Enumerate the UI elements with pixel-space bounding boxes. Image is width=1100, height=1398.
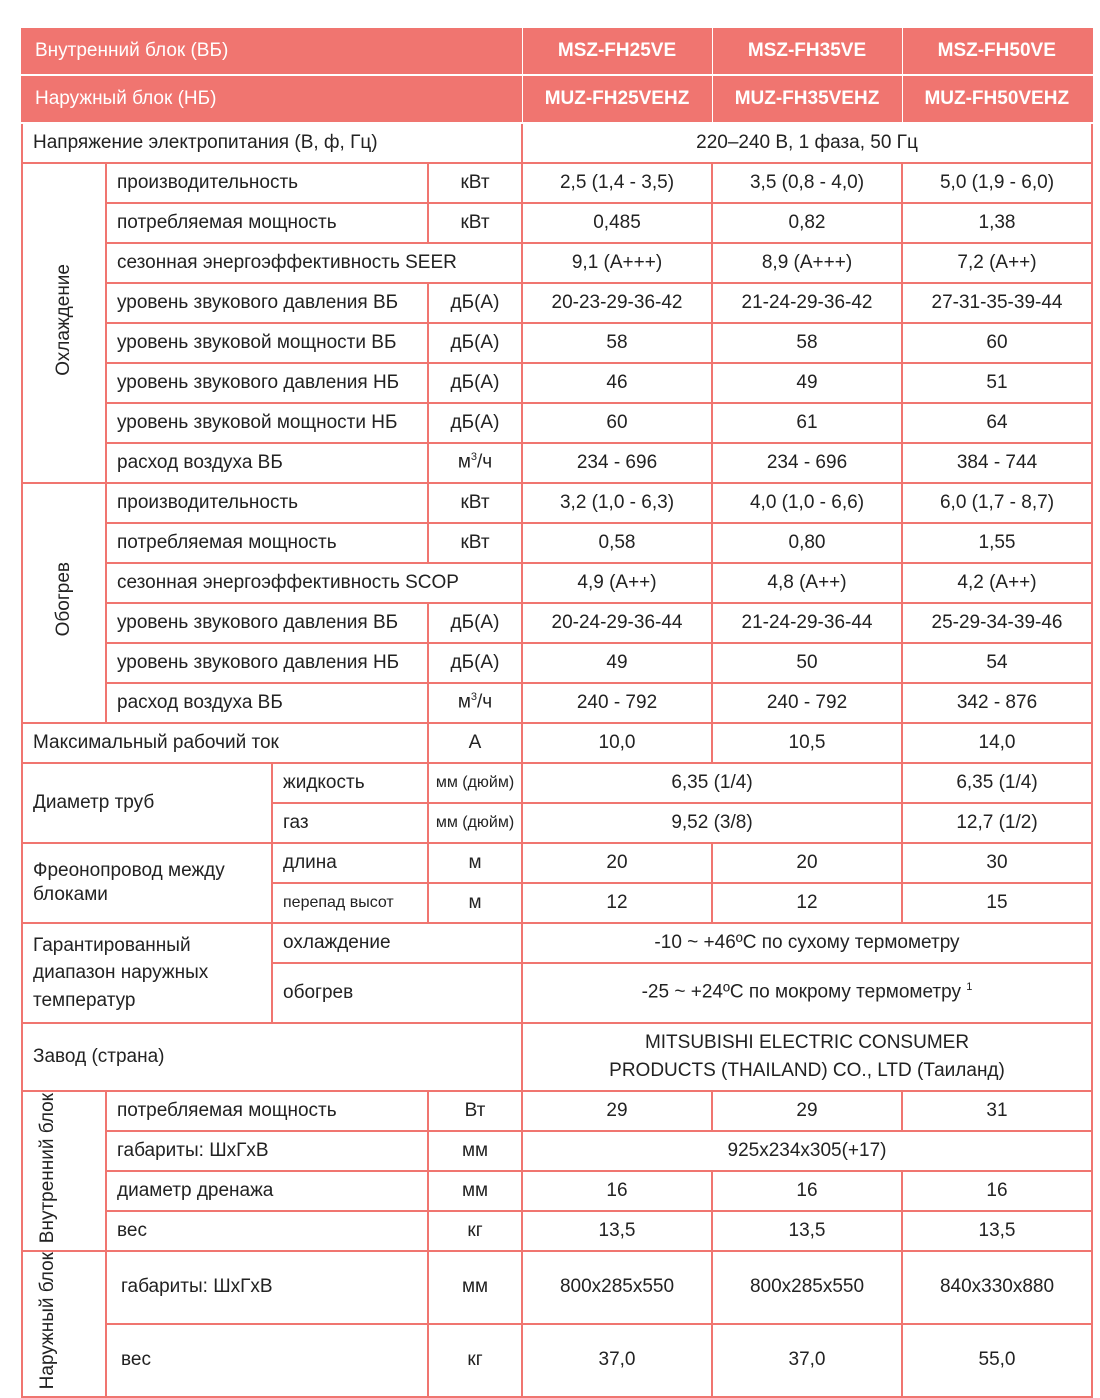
unit: мм (дюйм): [428, 763, 522, 803]
value-cell: 13,5: [712, 1211, 902, 1251]
indoor-model-3: MSZ-FH50VE: [902, 27, 1092, 75]
heating-group-cell: [22, 483, 106, 723]
unit: мм (дюйм): [428, 803, 522, 843]
unit: [428, 683, 522, 723]
value-cell: [522, 963, 1092, 1023]
row-label: жидкость: [272, 763, 428, 803]
factory-line-1: MITSUBISHI ELECTRIC CONSUMER: [644, 1032, 970, 1054]
value-cell: 64: [902, 403, 1092, 443]
value-cell: 58: [712, 323, 902, 363]
value-cell: 29: [712, 1091, 902, 1131]
value-cell: 800x285x550: [712, 1251, 902, 1324]
indoor-group-cell: [22, 1091, 106, 1251]
heating-row: [22, 643, 1092, 683]
value-cell: 6,35 (1/4): [522, 763, 902, 803]
value-cell: 234 - 696: [712, 443, 902, 483]
value-cell: 37,0: [522, 1324, 712, 1397]
value-cell: 58: [522, 323, 712, 363]
row-label: перепад высот: [272, 883, 428, 923]
row-label: уровень звукового давления НБ: [106, 363, 428, 403]
value-cell: 37,0: [712, 1324, 902, 1397]
freon-length-row: [22, 843, 1092, 883]
unit-tail: /ч: [477, 451, 493, 473]
value-cell: 13,5: [902, 1211, 1092, 1251]
outdoor-group-cell: [22, 1251, 106, 1397]
unit-sup: 3: [470, 691, 477, 704]
value-cell: 27-31-35-39-44: [902, 283, 1092, 323]
value-cell: 4,0 (1,0 - 6,6): [712, 483, 902, 523]
unit: дБ(А): [428, 403, 522, 443]
value-cell: 13,5: [522, 1211, 712, 1251]
value-cell: 234 - 696: [522, 443, 712, 483]
row-label: сезонная энергоэффективность SCOP: [106, 563, 522, 603]
outdoor-group-label: Наружный блок: [37, 1252, 58, 1390]
indoor-model-1: MSZ-FH25VE: [522, 27, 712, 75]
value-cell: 21-24-29-36-42: [712, 283, 902, 323]
row-label: габариты: ШхГхВ: [106, 1251, 428, 1324]
value-cell: 240 - 792: [712, 683, 902, 723]
unit: А: [428, 723, 522, 763]
value-cell: 60: [902, 323, 1092, 363]
outdoor-unit-row: [22, 1251, 1092, 1324]
unit-tail: /ч: [477, 691, 493, 713]
value-cell: 15: [902, 883, 1092, 923]
unit: кг: [428, 1211, 522, 1251]
value-cell: 49: [712, 363, 902, 403]
row-label: сезонная энергоэффективность SEER: [106, 243, 522, 283]
indoor-unit-row: [22, 1171, 1092, 1211]
row-label: расход воздуха ВБ: [106, 443, 428, 483]
value-cell: -10 ~ +46ºС по сухому термометру: [522, 923, 1092, 963]
unit-sup: 3: [470, 451, 477, 464]
value-cell: 8,9 (A+++): [712, 243, 902, 283]
value-cell: 6,35 (1/4): [902, 763, 1092, 803]
value-cell: 20: [522, 843, 712, 883]
value-cell: 12: [522, 883, 712, 923]
unit: мм: [428, 1131, 522, 1171]
indoor-unit-row: [22, 1131, 1092, 1171]
pipe-liquid-row: [22, 763, 1092, 803]
value-cell: 16: [902, 1171, 1092, 1211]
value-cell: 840x330x880: [902, 1251, 1092, 1324]
row-label: потребляемая мощность: [106, 1091, 428, 1131]
value-cell: 20-24-29-36-44: [522, 603, 712, 643]
value-cell: 31: [902, 1091, 1092, 1131]
factory-line-2: PRODUCTS (THAILAND) CO., LTD (Таиланд): [609, 1060, 1005, 1081]
heating-row: [22, 603, 1092, 643]
value-cell: 20-23-29-36-42: [522, 283, 712, 323]
unit: дБ(А): [428, 283, 522, 323]
value-cell: 54: [902, 643, 1092, 683]
value-cell: 25-29-34-39-46: [902, 603, 1092, 643]
value-cell: 384 - 744: [902, 443, 1092, 483]
value-cell: 5,0 (1,9 - 6,0): [902, 163, 1092, 203]
row-label: производительность: [106, 483, 428, 523]
factory-label: Завод (страна): [22, 1023, 522, 1091]
unit: кВт: [428, 523, 522, 563]
cooling-row: [22, 283, 1092, 323]
unit: кг: [428, 1324, 522, 1397]
row-label: уровень звуковой мощности ВБ: [106, 323, 428, 363]
heating-row: [22, 563, 1092, 603]
cooling-group-label: Охлаждение: [53, 263, 75, 376]
row-label: потребляемая мощность: [106, 203, 428, 243]
value-cell: 20: [712, 843, 902, 883]
value-cell: 16: [712, 1171, 902, 1211]
value-cell: 1,55: [902, 523, 1092, 563]
value-cell: 9,52 (3/8): [522, 803, 902, 843]
row-label: габариты: ШхГхВ: [106, 1131, 428, 1171]
power-supply-label: Напряжение электропитания (В, ф, Гц): [22, 123, 522, 163]
value-cell: 50: [712, 643, 902, 683]
power-supply-value: 220–240 В, 1 фаза, 50 Гц: [522, 123, 1092, 163]
unit-base: м: [457, 691, 471, 713]
pipe-diameter-label: Диаметр труб: [22, 763, 272, 843]
row-label: производительность: [106, 163, 428, 203]
factory-value: [522, 1023, 1092, 1091]
value-cell: 0,58: [522, 523, 712, 563]
value-cell: 7,2 (A++): [902, 243, 1092, 283]
value-cell: 16: [522, 1171, 712, 1211]
value-cell: 60: [522, 403, 712, 443]
value-cell: 51: [902, 363, 1092, 403]
cooling-row: [22, 323, 1092, 363]
cooling-row: [22, 403, 1092, 443]
unit: дБ(А): [428, 603, 522, 643]
outdoor-model-1: MUZ-FH25VEHZ: [522, 75, 712, 123]
value-cell: 21-24-29-36-44: [712, 603, 902, 643]
indoor-model-2: MSZ-FH35VE: [712, 27, 902, 75]
cooling-group-cell: [22, 163, 106, 483]
value-cell: 49: [522, 643, 712, 683]
value-cell: 4,8 (A++): [712, 563, 902, 603]
indoor-unit-header: Внутренний блок (ВБ): [22, 27, 522, 75]
value-cell: 12,7 (1/2): [902, 803, 1092, 843]
row-label: длина: [272, 843, 428, 883]
value-cell: 29: [522, 1091, 712, 1131]
unit: мм: [428, 1171, 522, 1211]
value-cell: 10,0: [522, 723, 712, 763]
unit: кВт: [428, 483, 522, 523]
cooling-row: [22, 243, 1092, 283]
unit: м: [428, 883, 522, 923]
factory-row: [22, 1023, 1092, 1091]
heating-row: [22, 483, 1092, 523]
header-outdoor-row: [22, 75, 1092, 123]
temp-range-label: Гарантированный диапазон наружных температур: [22, 923, 272, 1023]
value-cell: 46: [522, 363, 712, 403]
heating-group-label: Обогрев: [53, 562, 75, 637]
unit: кВт: [428, 163, 522, 203]
outdoor-model-3: MUZ-FH50VEHZ: [902, 75, 1092, 123]
cooling-row: [22, 203, 1092, 243]
outdoor-unit-row: [22, 1324, 1092, 1397]
row-label: расход воздуха ВБ: [106, 683, 428, 723]
row-label: вес: [106, 1324, 428, 1397]
value-cell: 4,2 (A++): [902, 563, 1092, 603]
temp-heating-value: -25 ~ +24ºС по мокрому термометру: [641, 981, 961, 1003]
indoor-unit-row: [22, 1091, 1092, 1131]
outdoor-unit-header: Наружный блок (НБ): [22, 75, 522, 123]
max-current-label: Максимальный рабочий ток: [22, 723, 428, 763]
row-label: уровень звукового давления НБ: [106, 643, 428, 683]
row-label: охлаждение: [272, 923, 522, 963]
row-label: вес: [106, 1211, 428, 1251]
value-cell: 14,0: [902, 723, 1092, 763]
unit: [428, 443, 522, 483]
row-label: газ: [272, 803, 428, 843]
value-cell: 3,5 (0,8 - 4,0): [712, 163, 902, 203]
value-cell: 9,1 (A+++): [522, 243, 712, 283]
value-cell: 61: [712, 403, 902, 443]
freon-line-label: Фреонопровод между блоками: [22, 843, 272, 923]
heating-row: [22, 523, 1092, 563]
value-cell: 10,5: [712, 723, 902, 763]
value-cell: 12: [712, 883, 902, 923]
value-cell: 0,80: [712, 523, 902, 563]
footnote-mark: 1: [966, 981, 973, 994]
value-cell: 925x234x305(+17): [522, 1131, 1092, 1171]
row-label: уровень звукового давления ВБ: [106, 283, 428, 323]
value-cell: 2,5 (1,4 - 3,5): [522, 163, 712, 203]
unit: дБ(А): [428, 323, 522, 363]
value-cell: 0,82: [712, 203, 902, 243]
value-cell: 240 - 792: [522, 683, 712, 723]
header-indoor-row: [22, 27, 1092, 75]
cooling-row: [22, 363, 1092, 403]
spec-table: [21, 26, 1093, 1398]
row-label: обогрев: [272, 963, 522, 1023]
value-cell: 3,2 (1,0 - 6,3): [522, 483, 712, 523]
value-cell: 30: [902, 843, 1092, 883]
unit: дБ(А): [428, 643, 522, 683]
unit: м: [428, 843, 522, 883]
max-current-row: [22, 723, 1092, 763]
value-cell: 6,0 (1,7 - 8,7): [902, 483, 1092, 523]
indoor-unit-row: [22, 1211, 1092, 1251]
row-label: уровень звукового давления ВБ: [106, 603, 428, 643]
row-label: потребляемая мощность: [106, 523, 428, 563]
unit: дБ(А): [428, 363, 522, 403]
unit: мм: [428, 1251, 522, 1324]
value-cell: 342 - 876: [902, 683, 1092, 723]
indoor-group-label: Внутренний блок: [37, 1092, 58, 1243]
outdoor-model-2: MUZ-FH35VEHZ: [712, 75, 902, 123]
heating-row: [22, 683, 1092, 723]
row-label: уровень звуковой мощности НБ: [106, 403, 428, 443]
power-supply-row: [22, 123, 1092, 163]
unit: кВт: [428, 203, 522, 243]
value-cell: 4,9 (A++): [522, 563, 712, 603]
cooling-row: [22, 443, 1092, 483]
value-cell: 800x285x550: [522, 1251, 712, 1324]
value-cell: 1,38: [902, 203, 1092, 243]
unit: Вт: [428, 1091, 522, 1131]
cooling-row: [22, 163, 1092, 203]
value-cell: 55,0: [902, 1324, 1092, 1397]
row-label: диаметр дренажа: [106, 1171, 428, 1211]
value-cell: 0,485: [522, 203, 712, 243]
temp-cooling-row: [22, 923, 1092, 963]
unit-base: м: [457, 451, 471, 473]
